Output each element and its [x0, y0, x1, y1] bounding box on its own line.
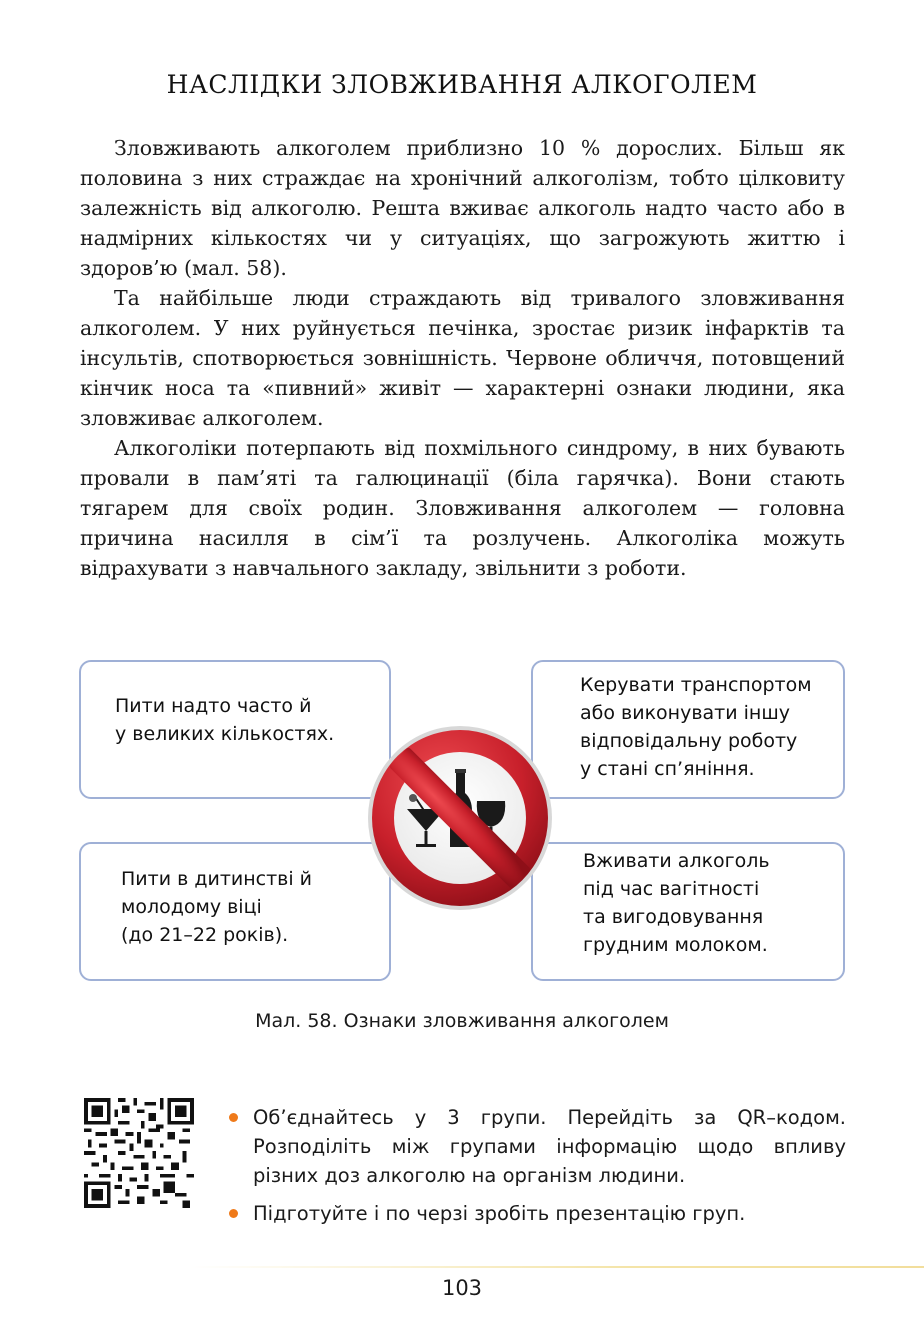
task-item — [229, 1103, 846, 1190]
bullet-icon — [229, 1209, 238, 1218]
task-text: Підготуйте і по черзі зробіть презентацію груп. — [253, 1202, 746, 1225]
body-text — [80, 133, 845, 583]
qr-code-icon[interactable] — [84, 1098, 194, 1208]
paragraph: Алкоголіки потерпають від похмільного синдрому, в них бувають провали в пам’яті та галюцинації (біла гарячка). Вони стають тягарем для своїх родин. Зловживання алкоголем — головна причина насилля в сім’ї та розлучень. Алкоголіка можуть відрахувати з навчального закладу, звільнити з роботи. — [80, 436, 845, 580]
paragraph: Зловживають алкоголем приблизно 10 % дорослих. Більш як половина з них страждає на хронічний алкоголізм, тобто цілковиту залежність від алкоголю. Решта вживає алкоголь надто часто або в надмірних кількостях чи у ситуаціях, що загрожують життю і здоров’ю (мал. 58). — [80, 136, 845, 280]
sign-box-pregnancy — [531, 842, 845, 981]
sign-box-text: Керувати транспортом або виконувати іншу відповідальну роботу у стані сп’яніння. — [580, 674, 812, 780]
task-list — [229, 1103, 846, 1237]
page-number: 103 — [441, 1276, 483, 1300]
sign-box-driving — [531, 660, 845, 799]
sign-box-text: Пити в дитинстві й молодому віці (до 21–22 років). — [121, 868, 313, 946]
sign-box-text: Пити надто часто й у великих кількостях. — [115, 695, 335, 745]
task-text: Об’єднайтесь у 3 групи. Перейдіть за QR–кодом. Розподіліть між групами інформацію щодо впливу різних доз алкоголю на організм людини. — [253, 1106, 846, 1187]
task-item — [229, 1199, 846, 1228]
sign-box-frequent-drinking — [79, 660, 391, 799]
figure-caption: Мал. 58. Ознаки зловживання алкоголем — [255, 1010, 669, 1032]
sign-box-young-age — [79, 842, 391, 981]
page-title: НАСЛІДКИ ЗЛОВЖИВАННЯ АЛКОГОЛЕМ — [166, 70, 758, 99]
bullet-icon — [229, 1113, 238, 1122]
paragraph: Та найбільше люди страждають від тривалого зловживання алкоголем. У них руйнується печінка, зростає ризик інфарктів та інсультів, спотворюється зовнішність. Червоне обличчя, потовщений кінчик носа та «пивний» живіт — характерні ознаки людини, яка зловживає алкоголем. — [80, 286, 845, 430]
no-alcohol-icon — [365, 723, 555, 913]
sign-box-text: Вживати алкоголь під час вагітності та вигодовування грудним молоком. — [583, 850, 770, 956]
footer-divider — [190, 1266, 924, 1268]
